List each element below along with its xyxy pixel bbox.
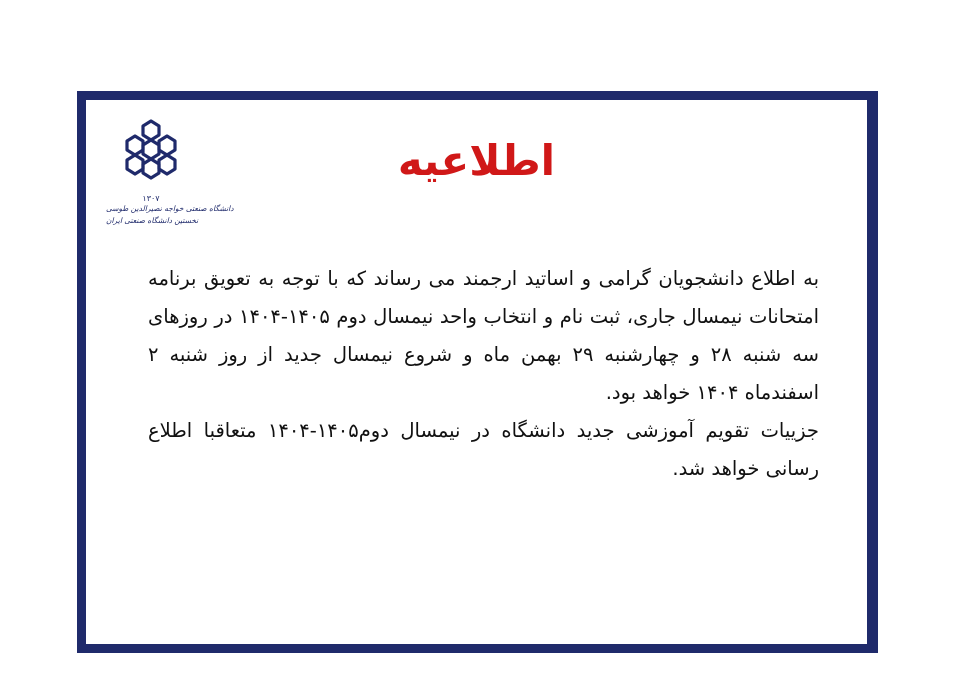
notice-paragraph-2: جزییات تقویم آموزشی جدید دانشگاه در نیمسال دوم۱۴۰۵-۱۴۰۴ متعاقبا اطلاع رسانی خواهد شد. <box>148 419 819 480</box>
notice-body <box>148 260 819 488</box>
notice-frame <box>77 91 878 653</box>
notice-paragraph-1: به اطلاع دانشجویان گرامی و اساتید ارجمند می رساند که با توجه به تعویق برنامه امتحانات نیمسال جاری، ثبت نام و انتخاب واحد نیمسال دوم ۱۴۰۵-۱۴۰۴ در روزهای سه شنبه ۲۸ و چهارشنبه ۲۹ بهمن ماه و شروع نیمسال جدید از روز شنبه ۲ اسفندماه ۱۴۰۴ خواهد بود. <box>148 267 819 404</box>
notice-panel <box>86 100 867 644</box>
notice-title: اطلاعیه <box>397 136 556 185</box>
logo-tagline: نخستین دانشگاه صنعتی ایران <box>106 216 199 225</box>
logo-university-name: دانشگاه صنعتی خواجه نصیرالدین طوسی <box>106 204 234 213</box>
logo-year: ۱۳۰۷ <box>142 194 160 203</box>
